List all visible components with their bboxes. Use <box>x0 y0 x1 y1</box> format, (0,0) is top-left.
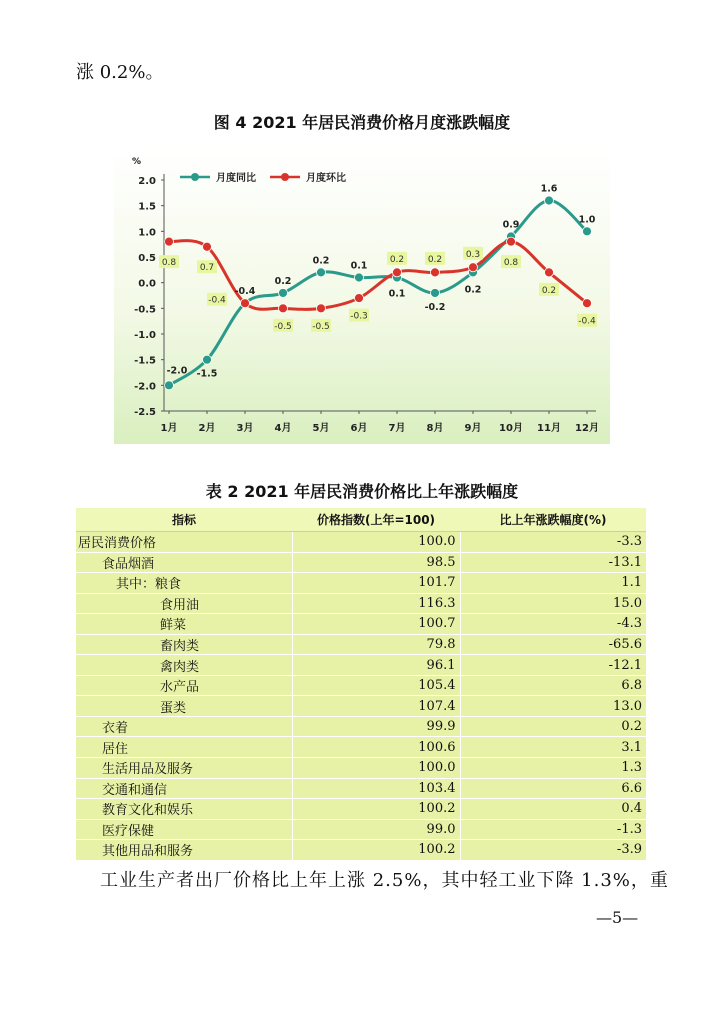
data-label-yoy: -0.4 <box>234 286 256 298</box>
y-tick-label: 0.5 <box>138 253 156 264</box>
y-tick-label: -0.5 <box>134 304 156 316</box>
row-price-index: 103.4 <box>292 778 460 799</box>
row-change: -12.1 <box>460 655 646 676</box>
row-change: -3.3 <box>460 532 646 553</box>
x-tick-label: 1月 <box>160 423 178 434</box>
row-price-index: 101.7 <box>292 573 460 594</box>
data-label-mom: -0.5 <box>312 321 330 332</box>
data-point-mom <box>203 242 212 251</box>
row-indicator: 生活用品及服务 <box>76 758 292 779</box>
row-price-index: 100.2 <box>292 840 460 861</box>
table-row <box>76 758 646 779</box>
figure-title: 图 4 2021 年居民消费价格月度涨跌幅度 <box>213 113 511 132</box>
data-point-mom <box>469 263 478 272</box>
table-row <box>76 799 646 820</box>
row-indicator: 畜肉类 <box>76 634 292 655</box>
y-tick-label: -1.0 <box>134 330 156 341</box>
series-line-yoy <box>166 201 587 386</box>
legend-label: 月度同比 <box>216 173 256 184</box>
row-change: 0.2 <box>460 716 646 737</box>
data-point-yoy <box>165 381 174 390</box>
y-tick-label: -1.5 <box>134 355 156 367</box>
table-row <box>76 675 646 696</box>
data-label-yoy: -1.5 <box>196 368 218 380</box>
row-price-index: 99.9 <box>292 716 460 737</box>
data-label-yoy: 0.1 <box>388 288 406 300</box>
y-tick-label: 1.5 <box>138 201 156 213</box>
data-point-mom <box>165 237 174 246</box>
data-point-yoy <box>355 273 364 282</box>
data-point-yoy <box>545 196 554 205</box>
row-indicator: 蛋类 <box>76 696 292 717</box>
row-price-index: 99.0 <box>292 819 460 840</box>
row-change: 1.3 <box>460 758 646 779</box>
data-label-yoy: 0.2 <box>464 284 482 296</box>
table-row <box>76 655 646 676</box>
y-tick-label: 0.0 <box>138 278 156 290</box>
row-indicator: 衣着 <box>76 716 292 737</box>
data-label-yoy: -2.0 <box>166 365 188 377</box>
row-indicator: 医疗保健 <box>76 819 292 840</box>
header-price-index: 价格指数(上年=100) <box>292 508 460 532</box>
data-label-yoy: 0.9 <box>502 219 520 231</box>
row-change: -3.9 <box>460 840 646 861</box>
row-price-index: 100.7 <box>292 614 460 635</box>
data-label-mom: 0.3 <box>465 249 481 260</box>
x-tick-label: 2月 <box>198 423 216 434</box>
data-label-yoy: -0.2 <box>424 301 446 313</box>
table-row <box>76 614 646 635</box>
row-price-index: 98.5 <box>292 552 460 573</box>
row-price-index: 105.4 <box>292 675 460 696</box>
row-indicator: 水产品 <box>76 675 292 696</box>
table-row <box>76 593 646 614</box>
row-change: 6.8 <box>460 675 646 696</box>
row-price-index: 100.2 <box>292 799 460 820</box>
data-label-mom: 0.2 <box>541 285 557 296</box>
table-row <box>76 634 646 655</box>
chart-canvas <box>114 148 610 444</box>
table-row <box>76 696 646 717</box>
x-tick-label: 10月 <box>499 423 523 434</box>
row-price-index: 100.0 <box>292 532 460 553</box>
row-indicator: 食品烟酒 <box>76 552 292 573</box>
legend-marker <box>191 173 199 181</box>
x-tick-label: 8月 <box>426 423 444 434</box>
data-point-mom <box>431 268 440 277</box>
row-change: -4.3 <box>460 614 646 635</box>
row-price-index: 116.3 <box>292 593 460 614</box>
data-label-mom: 0.8 <box>503 258 519 269</box>
x-tick-label: 7月 <box>388 423 406 434</box>
data-label-mom: -0.3 <box>350 311 368 322</box>
x-tick-label: 5月 <box>312 423 330 434</box>
x-tick-label: 6月 <box>350 423 368 434</box>
row-change: 0.4 <box>460 799 646 820</box>
row-price-index: 79.8 <box>292 634 460 655</box>
data-point-mom <box>279 304 288 313</box>
row-change: 3.1 <box>460 737 646 758</box>
row-indicator: 教育文化和娱乐 <box>76 799 292 820</box>
data-label-mom: -0.4 <box>208 295 226 306</box>
cpi-table <box>76 508 646 861</box>
header-change: 比上年涨跌幅度(%) <box>460 508 646 532</box>
legend-label: 月度环比 <box>306 173 346 184</box>
data-point-mom <box>507 237 516 246</box>
row-change: 13.0 <box>460 696 646 717</box>
row-indicator: 禽肉类 <box>76 655 292 676</box>
table-row <box>76 840 646 861</box>
cpi-line-chart <box>114 148 610 444</box>
table-header-row <box>76 508 646 532</box>
row-change: -13.1 <box>460 552 646 573</box>
x-tick-label: 12月 <box>575 423 599 434</box>
paragraph-continuation: 涨 0.2%。 <box>76 62 164 83</box>
x-tick-label: 11月 <box>537 423 561 434</box>
table-row <box>76 778 646 799</box>
row-price-index: 100.0 <box>292 758 460 779</box>
data-label-mom: -0.4 <box>578 316 596 327</box>
data-point-mom <box>241 299 250 308</box>
legend-marker <box>281 173 289 181</box>
data-point-mom <box>317 304 326 313</box>
x-tick-label: 3月 <box>236 423 254 434</box>
x-tick-label: 9月 <box>464 423 482 434</box>
data-point-yoy <box>203 355 212 364</box>
data-point-mom <box>355 294 364 303</box>
x-tick-label: 4月 <box>274 423 292 434</box>
table-row <box>76 552 646 573</box>
data-point-mom <box>583 299 592 308</box>
data-label-mom: -0.5 <box>274 321 292 332</box>
row-indicator: 其他用品和服务 <box>76 840 292 861</box>
data-label-mom: 0.8 <box>161 258 177 269</box>
data-label-yoy: 1.0 <box>578 214 596 226</box>
row-price-index: 100.6 <box>292 737 460 758</box>
data-point-mom <box>393 268 402 277</box>
data-point-yoy <box>279 288 288 297</box>
table-row <box>76 573 646 594</box>
table-row <box>76 532 646 553</box>
row-indicator: 鲜菜 <box>76 614 292 635</box>
paragraph-text: 工业生产者出厂价格比上年上涨 2.5%，其中轻工业下降 1.3%，重 <box>100 870 669 891</box>
row-price-index: 96.1 <box>292 655 460 676</box>
table-title: 表 2 2021 年居民消费价格比上年涨跌幅度 <box>205 482 519 501</box>
table-row <box>76 716 646 737</box>
data-point-yoy <box>431 288 440 297</box>
table-row <box>76 737 646 758</box>
data-point-mom <box>545 268 554 277</box>
data-label-yoy: 1.6 <box>540 183 558 195</box>
row-price-index: 107.4 <box>292 696 460 717</box>
row-indicator: 居民消费价格 <box>76 532 292 553</box>
data-label-mom: 0.7 <box>199 263 215 274</box>
page-number: —5— <box>596 908 639 927</box>
data-label-mom: 0.2 <box>389 254 405 265</box>
data-label-mom: 0.2 <box>427 254 443 265</box>
row-change: 1.1 <box>460 573 646 594</box>
data-label-yoy: 0.1 <box>350 260 368 272</box>
row-change: 6.6 <box>460 778 646 799</box>
row-indicator: 交通和通信 <box>76 778 292 799</box>
row-change: 15.0 <box>460 593 646 614</box>
row-indicator: 食用油 <box>76 593 292 614</box>
series-line-mom <box>169 241 587 310</box>
row-change: -1.3 <box>460 819 646 840</box>
data-point-yoy <box>583 227 592 236</box>
data-point-yoy <box>317 268 326 277</box>
y-tick-label: -2.0 <box>134 381 156 393</box>
y-tick-label: 1.0 <box>138 227 156 239</box>
y-tick-label: 2.0 <box>138 176 156 187</box>
y-unit-label: % <box>132 157 142 167</box>
y-tick-label: -2.5 <box>134 407 156 418</box>
row-change: -65.6 <box>460 634 646 655</box>
table-row <box>76 819 646 840</box>
data-label-yoy: 0.2 <box>274 275 292 287</box>
header-indicator: 指标 <box>76 508 292 532</box>
data-label-yoy: 0.2 <box>312 255 330 267</box>
row-indicator: 居住 <box>76 737 292 758</box>
row-indicator: 其中：粮食 <box>76 573 292 594</box>
